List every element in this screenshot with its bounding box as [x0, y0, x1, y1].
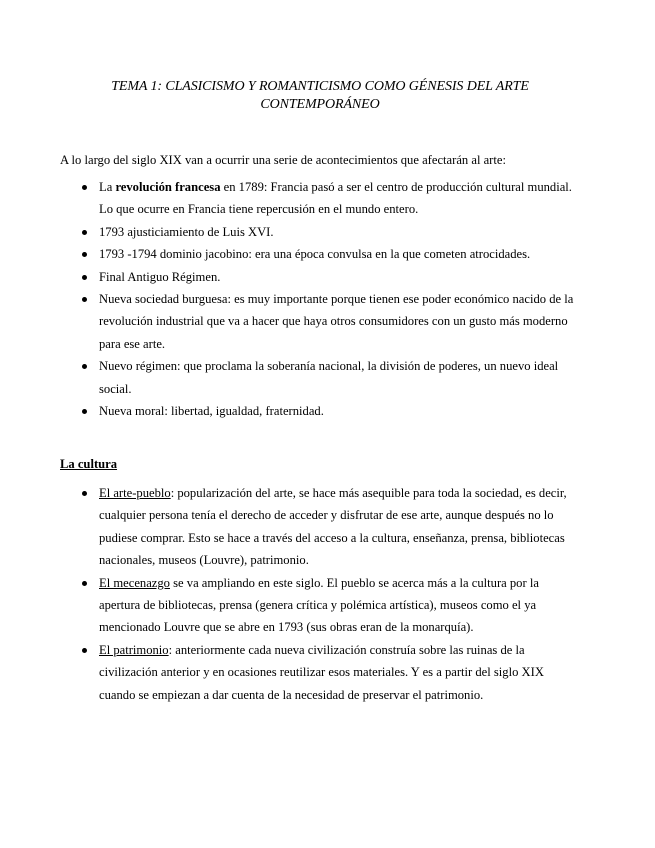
bullet-icon [82, 185, 87, 190]
bullet-icon [82, 581, 87, 586]
bullet-icon [82, 648, 87, 653]
list-item-term: El patrimonio [99, 642, 169, 657]
section-heading: La cultura [60, 457, 118, 471]
list-item-text: Final Antiguo Régimen. [99, 269, 221, 284]
list-item-term: El arte-pueblo [99, 486, 171, 500]
intro-paragraph: A lo largo del siglo XIX van a ocurrir una serie de acontecimientos que afectarán al arte: [60, 153, 506, 167]
page-title: TEMA 1: CLASICISMO Y ROMANTICISMO COMO GÉNESIS DEL ARTE CONTEMPORÁNEO [111, 79, 529, 112]
bullet-icon [82, 275, 87, 280]
bullet-icon [82, 297, 87, 302]
bullet-icon [82, 409, 87, 414]
list-item [60, 355, 580, 400]
list-item-text: : anteriormente cada nueva civilización construía sobre las ruinas de la civilización anterior y en ocasiones reutilizar esos materiales. Y es a partir del siglo XIX cuando se empiezan a dar cuenta de la necesidad de preservar el patrimonio. [99, 642, 544, 702]
list-item [60, 572, 580, 639]
bullet-icon [82, 230, 87, 235]
list-item [60, 243, 580, 265]
list-item-term: El mecenazgo [99, 575, 170, 590]
list-item-text: 1793 -1794 dominio jacobino: era una época convulsa en la que cometen atrocidades. [99, 247, 531, 262]
list-item-text: Nueva sociedad burguesa: es muy importante porque tienen ese poder económico nacido de la revolución industrial que va a hacer que haya otros consumidores con un gusto más moderno para ese arte. [99, 292, 574, 351]
list-item-text: Nuevo régimen: que proclama la soberanía nacional, la división de poderes, un nuevo ideal social. [99, 359, 559, 396]
bullet-icon [82, 491, 87, 496]
list-item [60, 288, 580, 355]
list-item-text: en 1789: Francia pasó a ser el centro de producción cultural mundial. Lo que ocurre en Francia tiene repercusión en el mundo entero. [99, 180, 572, 217]
events-list [60, 176, 580, 422]
culture-list [60, 482, 580, 706]
bullet-icon [82, 252, 87, 257]
list-item [60, 176, 580, 221]
list-item [60, 482, 580, 572]
list-item [60, 221, 580, 243]
list-item-text: : popularización del arte, se hace más asequible para toda la sociedad, es decir, cualquier persona tenía el derecho de acceder y disfrutar de ese arte, aunque después no lo pudiese comprar. Esto se hace a través del acceso a la cultura, enseñanza, prensa, bibliotecas nacionales, museos (Louvre), patrimonio. [99, 486, 567, 568]
list-item [60, 266, 580, 288]
list-item [60, 400, 580, 422]
list-item-text: Nueva moral: libertad, igualdad, fraternidad. [99, 404, 324, 419]
list-item-text: 1793 ajusticiamiento de Luis XVI. [99, 224, 274, 239]
list-item [60, 639, 580, 706]
list-item-prefix: La [99, 180, 116, 194]
bullet-icon [82, 364, 87, 369]
list-item-bold-term: revolución francesa [115, 180, 221, 194]
list-item-text: se va ampliando en este siglo. El pueblo se acerca más a la cultura por la apertura de bibliotecas, prensa (genera crítica y polémica artística), museos como el ya mencionado Louvre que se abre en 1793 (sus obras eran de la monarquía). [99, 575, 539, 635]
